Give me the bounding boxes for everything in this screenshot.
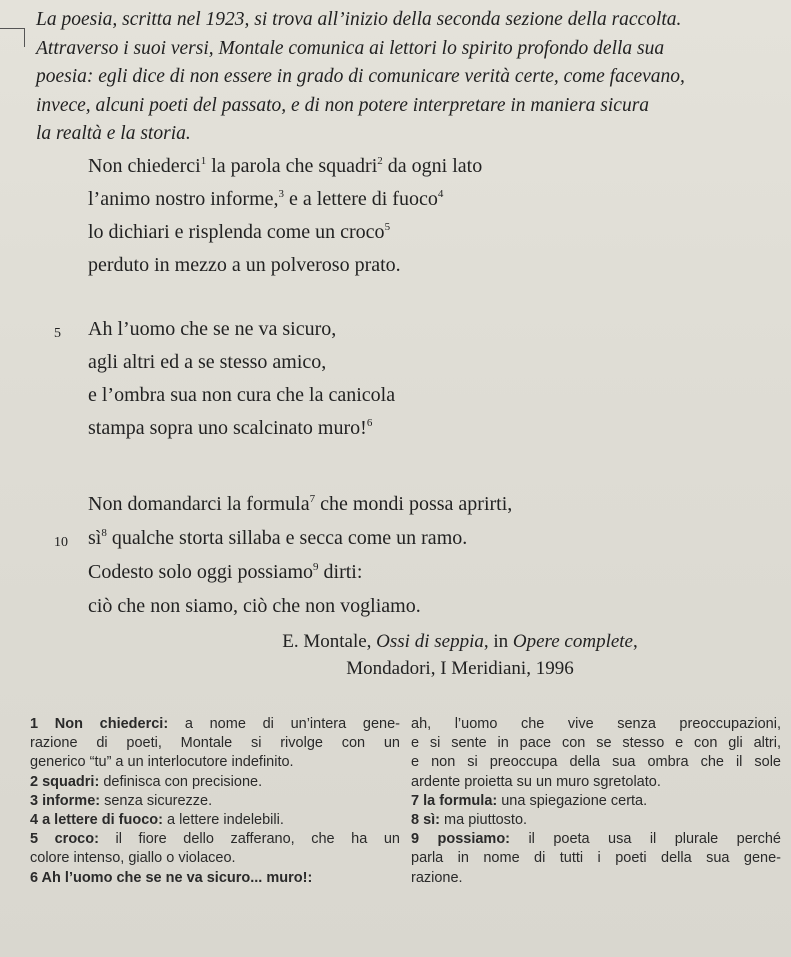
footnotes-right: [411, 715, 781, 888]
verse-line-9: Non domandarci la formula$^7$ che mondi possa aprirti,: [88, 493, 513, 515]
footnote-line: e si sente in pace con se stesso e con gli altri,: [411, 735, 781, 752]
footnote-line: 6 Ah l’uomo che se ne va sicuro... muro!:: [30, 869, 313, 886]
corner-mark: [0, 28, 25, 47]
footnote-line: 7 la formula: una spiegazione certa.: [411, 792, 648, 809]
verse-line-12: ciò che non siamo, ciò che non vogliamo.: [88, 595, 421, 617]
intro-line: La poesia, scritta nel 1923, si trova all’inizio della seconda sezione della raccolta.: [36, 9, 682, 30]
intro-line: la realtà e la storia.: [36, 123, 191, 144]
intro-paragraph: [36, 6, 776, 149]
verse-line-5: Ah l’uomo che se ne va sicuro,: [88, 318, 337, 340]
verse-line-1: Non chiederci$^1$ la parola che squadri$^2$ da ogni lato: [88, 155, 483, 177]
footnote-line: ardente proietta su un muro sgretolato.: [411, 773, 661, 790]
footnote-line: 1 Non chiederci: a nome di un’intera gene-: [30, 716, 400, 732]
verse-line-6: agli altri ed a se stesso amico,: [88, 351, 327, 373]
footnote-line: razione.: [411, 869, 463, 886]
verse-line-3: lo dichiari e risplenda come un croco$^5$: [88, 221, 391, 243]
footnote-line: ah, l’uomo che vive senza preoccupazioni,: [411, 716, 781, 732]
footnote-line: 4 a lettere di fuoco: a lettere indelebili.: [30, 812, 284, 829]
footnote-line: 5 croco: il fiore dello zafferano, che ha un: [30, 831, 400, 848]
verse-line-11: Codesto solo oggi possiamo$^9$ dirti:: [88, 561, 363, 583]
footnotes-left: [30, 715, 400, 888]
verse-number-5: 5: [54, 326, 61, 341]
footnote-line: 9 possiamo: il poeta usa il plurale perché: [411, 831, 781, 848]
verse-line-8: stampa sopra uno scalcinato muro!$^6$: [88, 417, 373, 439]
footnote-line: 2 squadri: definisca con precisione.: [30, 773, 263, 790]
verse-line-2: l’animo nostro informe,$^3$ e a lettere di fuoco$^4$: [88, 188, 444, 210]
footnote-line: 8 sì: ma piuttosto.: [411, 812, 528, 829]
footnote-line: 3 informe: senza sicurezze.: [30, 792, 213, 809]
footnote-line: parla in nome di tutti i poeti della sua gene-: [411, 850, 781, 867]
source-line-1: E. Montale, Ossi di seppia, in Opere complete,: [282, 631, 638, 652]
footnote-line: razione di poeti, Montale si rivolge con un: [30, 735, 400, 752]
intro-line: poesia: egli dice di non essere in grado di comunicare verità certe, come facevano,: [36, 66, 685, 87]
verse-line-10: $sì^8$ qualche storta sillaba e secca come un ramo.: [88, 527, 468, 549]
verse-line-4: perduto in mezzo a un polveroso prato.: [88, 254, 401, 276]
footnote-line: e non si preoccupa della sua ombra che il sole: [411, 754, 781, 771]
verse-line-7: e l’ombra sua non cura che la canicola: [88, 384, 396, 406]
source-line-2: Mondadori, I Meridiani, 1996: [346, 658, 574, 679]
footnote-line: colore intenso, giallo o violaceo.: [30, 850, 236, 867]
intro-line: Attraverso i suoi versi, Montale comunica ai lettori lo spirito profondo della sua: [36, 37, 665, 59]
source-citation: [200, 628, 720, 682]
verse-number-10: 10: [54, 535, 68, 550]
intro-line: invece, alcuni poeti del passato, e di non potere interpretare in maniera sicura: [36, 94, 650, 116]
footnote-line: generico “tu” a un interlocutore indefinito.: [30, 754, 294, 771]
